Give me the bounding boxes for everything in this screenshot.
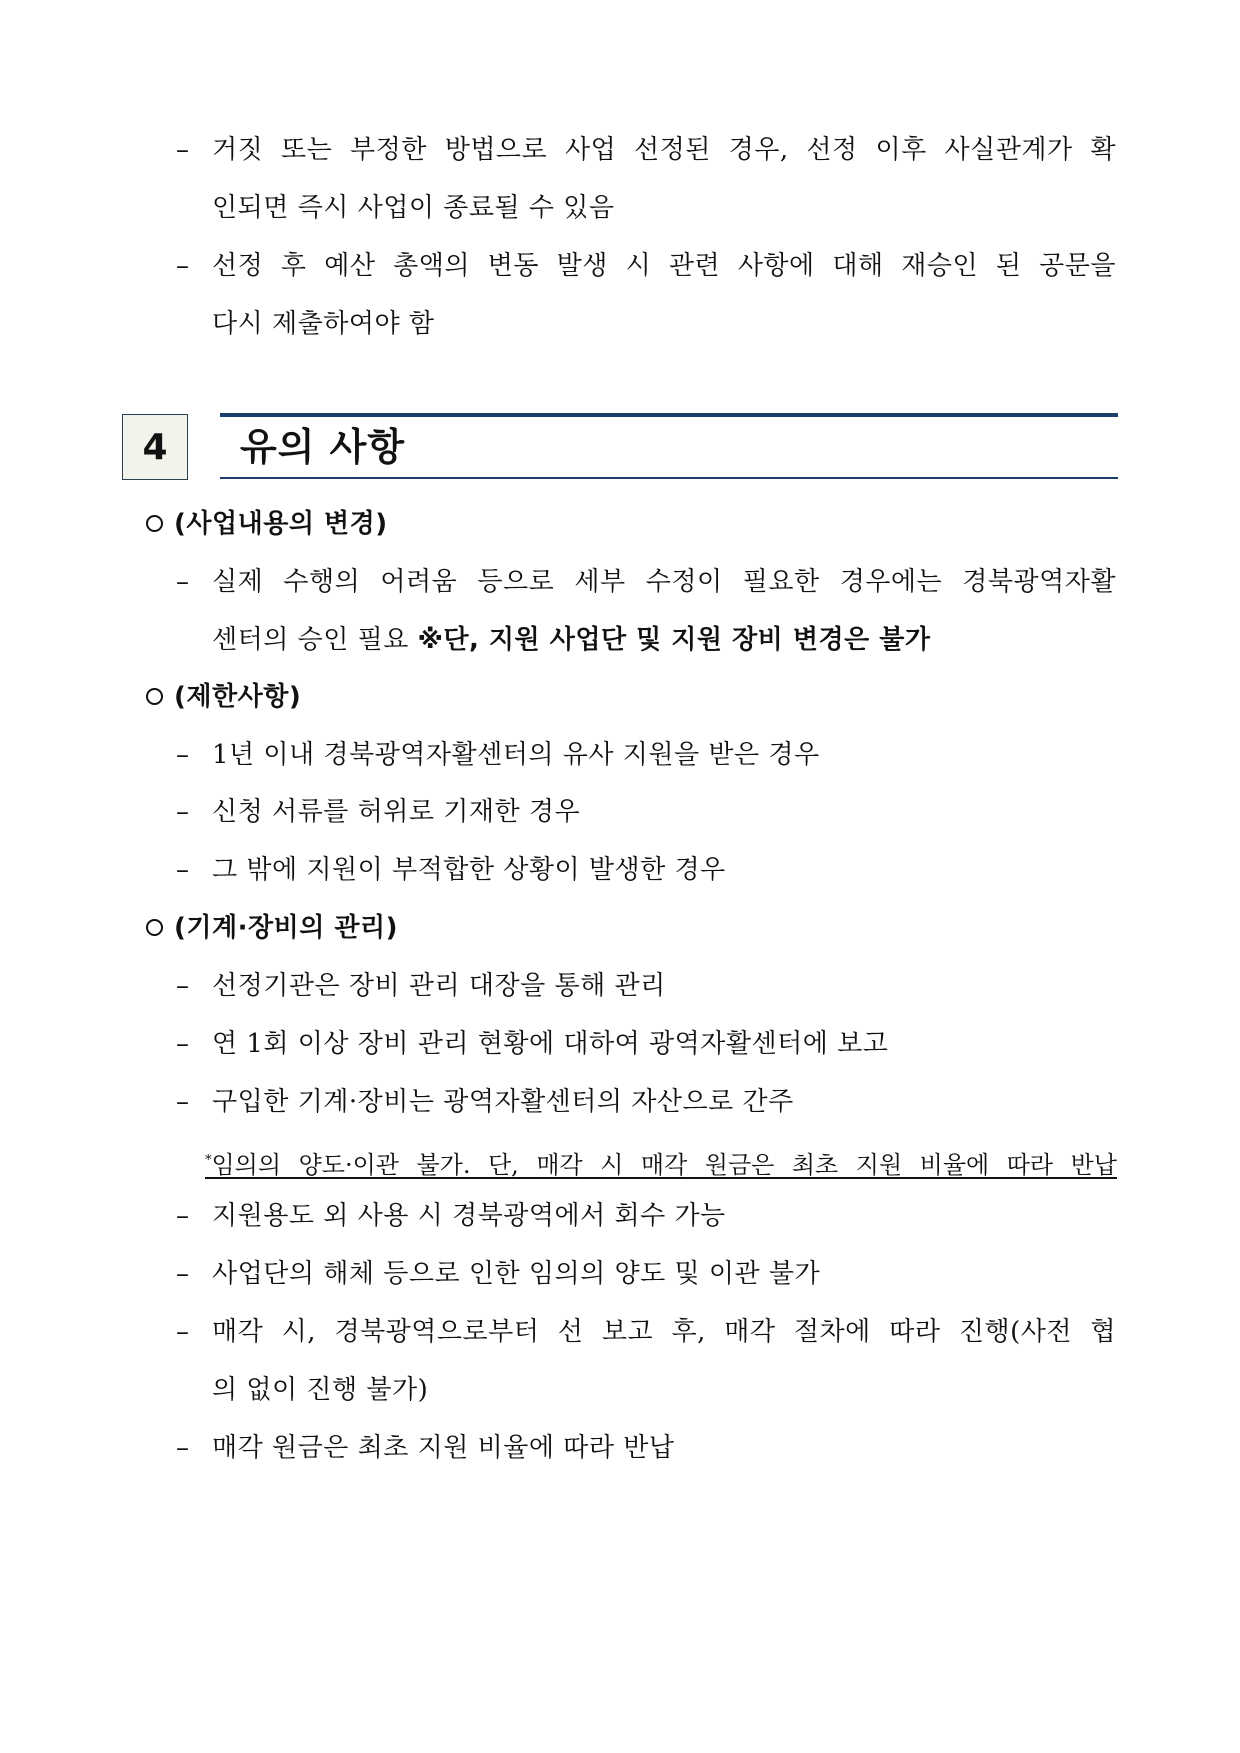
dash-bullet: – (176, 797, 190, 827)
footnote-mark: * (205, 1153, 212, 1168)
list-item (176, 850, 1116, 890)
list-item (176, 562, 1116, 602)
item-text-bold-note: ※단, 지원 사업단 및 지원 장비 변경은 불가 (417, 625, 931, 655)
item-text: 선정 후 예산 총액의 변동 발생 시 관련 사항에 대해 재승인 된 공문을 (212, 251, 1116, 281)
item-text: 거짓 또는 부정한 방법으로 사업 선정된 경우, 선정 이후 사실관계가 확 (212, 135, 1116, 165)
section-title: 유의 사항 (240, 425, 406, 469)
footnote-text: 임의의 양도·이관 불가. 단, 매각 시 매각 원금은 최초 지원 비율에 따라 반납 (211, 1151, 1117, 1179)
list-item (176, 1082, 1116, 1122)
list-item (176, 1428, 1116, 1468)
item-text: 연 1회 이상 장비 관리 현황에 대하여 광역자활센터에 보고 (212, 1029, 889, 1059)
section-rule-top (220, 413, 1118, 417)
section-rule-bottom (220, 477, 1118, 479)
dash-bullet: – (176, 1201, 190, 1231)
item-text: 그 밖에 지원이 부적합한 상황이 발생한 경우 (212, 855, 726, 885)
circle-bullet-icon (146, 515, 163, 532)
circle-bullet-icon (146, 919, 163, 936)
item-text: 선정기관은 장비 관리 대장을 통해 관리 (212, 971, 666, 1001)
item-text-normal: 센터의 승인 필요 (212, 625, 418, 655)
subsection-title: (기계·장비의 관리) (174, 913, 399, 943)
list-item (176, 735, 1116, 775)
dash-bullet: – (176, 1259, 190, 1289)
list-item (176, 1312, 1116, 1352)
list-item (176, 1196, 1116, 1236)
item-text: 실제 수행의 어려움 등으로 세부 수정이 필요한 경우에는 경북광역자활 (212, 567, 1116, 597)
item-text-continued: 다시 제출하여야 함 (212, 309, 435, 339)
item-text: 매각 시, 경북광역으로부터 선 보고 후, 매각 절차에 따라 진행(사전 협 (212, 1317, 1116, 1347)
subsection-heading (146, 908, 1116, 948)
dash-bullet: – (176, 1433, 190, 1463)
list-item (176, 1254, 1116, 1294)
dash-bullet: – (176, 135, 190, 165)
item-text: 1년 이내 경북광역자활센터의 유사 지원을 받은 경우 (212, 740, 820, 770)
list-item (176, 792, 1116, 832)
dash-bullet: – (176, 1317, 190, 1347)
item-text: 구입한 기계·장비는 광역자활센터의 자산으로 간주 (212, 1087, 794, 1117)
item-text-continued: 의 없이 진행 불가) (212, 1375, 429, 1405)
list-item (176, 966, 1116, 1006)
circle-bullet-icon (146, 688, 163, 705)
dash-bullet: – (176, 855, 190, 885)
list-item (176, 1024, 1116, 1064)
dash-bullet: – (176, 251, 190, 281)
dash-bullet: – (176, 1029, 190, 1059)
dash-bullet: – (176, 971, 190, 1001)
item-text: 매각 원금은 최초 지원 비율에 따라 반납 (212, 1433, 675, 1463)
item-text: 신청 서류를 허위로 기재한 경우 (212, 797, 581, 827)
footnote-underlined (205, 1143, 1117, 1179)
item-text-continued (212, 620, 1116, 660)
subsection-title: (제한사항) (174, 682, 302, 712)
dash-bullet: – (176, 740, 190, 770)
section-number-box: 4 (122, 414, 188, 480)
subsection-heading (146, 504, 1116, 544)
dash-bullet: – (176, 567, 190, 597)
list-item (176, 130, 1116, 170)
dash-bullet: – (176, 1087, 190, 1117)
subsection-title: (사업내용의 변경) (174, 509, 388, 539)
item-text: 사업단의 해체 등으로 인한 임의의 양도 및 이관 불가 (212, 1259, 821, 1289)
item-text-continued: 인되면 즉시 사업이 종료될 수 있음 (212, 193, 615, 223)
subsection-heading (146, 677, 1116, 717)
list-item (176, 246, 1116, 286)
item-text: 지원용도 외 사용 시 경북광역에서 회수 가능 (212, 1201, 726, 1231)
